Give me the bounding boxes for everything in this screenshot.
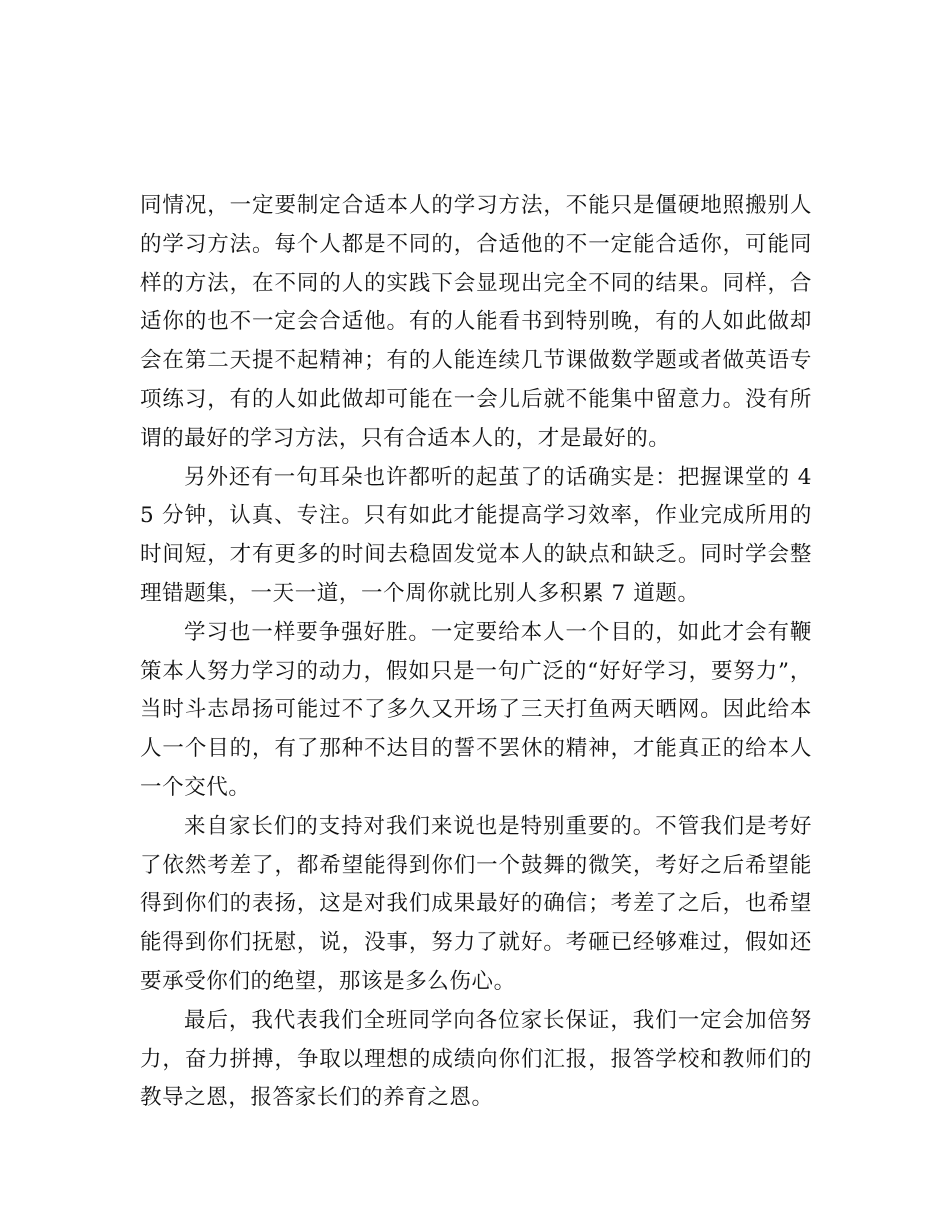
document-body xyxy=(140,187,812,1118)
paragraph-2: 另外还有一句耳朵也许都听的起茧了的话确实是：把握课堂的 45 分钟，认真、专注。只有如此才能提高学习效率，作业完成所用的时间短，才有更多的时间去稳固发觉本人的缺点和缺乏。同时学会整理错题集，一天一道，一个周你就比别人多积累 7 道题。 xyxy=(140,464,812,606)
paragraph-4: 来自家长们的支持对我们来说也是特别重要的。不管我们是考好了依然考差了，都希望能得到你们一个鼓舞的微笑，考好之后希望能得到你们的表扬，这是对我们成果最好的确信；考差了之后，也希望能得到你们抚慰，说，没事，努力了就好。考砸已经够难过，假如还要承受你们的绝望，那该是多么伤心。 xyxy=(140,813,812,994)
paragraph-3: 学习也一样要争强好胜。一定要给本人一个目的，如此才会有鞭策本人努力学习的动力，假如只是一句广泛的“好好学习，要努力”，当时斗志昂扬可能过不了多久又开场了三天打鱼两天晒网。因此给本人一个目的，有了那种不达目的誓不罢休的精神，才能真正的给本人一个交代。 xyxy=(140,619,812,800)
paragraph-5: 最后，我代表我们全班同学向各位家长保证，我们一定会加倍努力，奋力拼搏，争取以理想的成绩向你们汇报，报答学校和教师们的教导之恩，报答家长们的养育之恩。 xyxy=(140,1007,812,1111)
paragraph-1: 同情况，一定要制定合适本人的学习方法，不能只是僵硬地照搬别人的学习方法。每个人都是不同的，合适他的不一定能合适你，可能同样的方法，在不同的人的实践下会显现出完全不同的结果。同样，合适你的也不一定会合适他。有的人能看书到特别晚，有的人如此做却会在第二天提不起精神；有的人能连续几节课做数学题或者做英语专项练习，有的人如此做却可能在一会儿后就不能集中留意力。没有所谓的最好的学习方法，只有合适本人的，才是最好的。 xyxy=(140,193,812,451)
